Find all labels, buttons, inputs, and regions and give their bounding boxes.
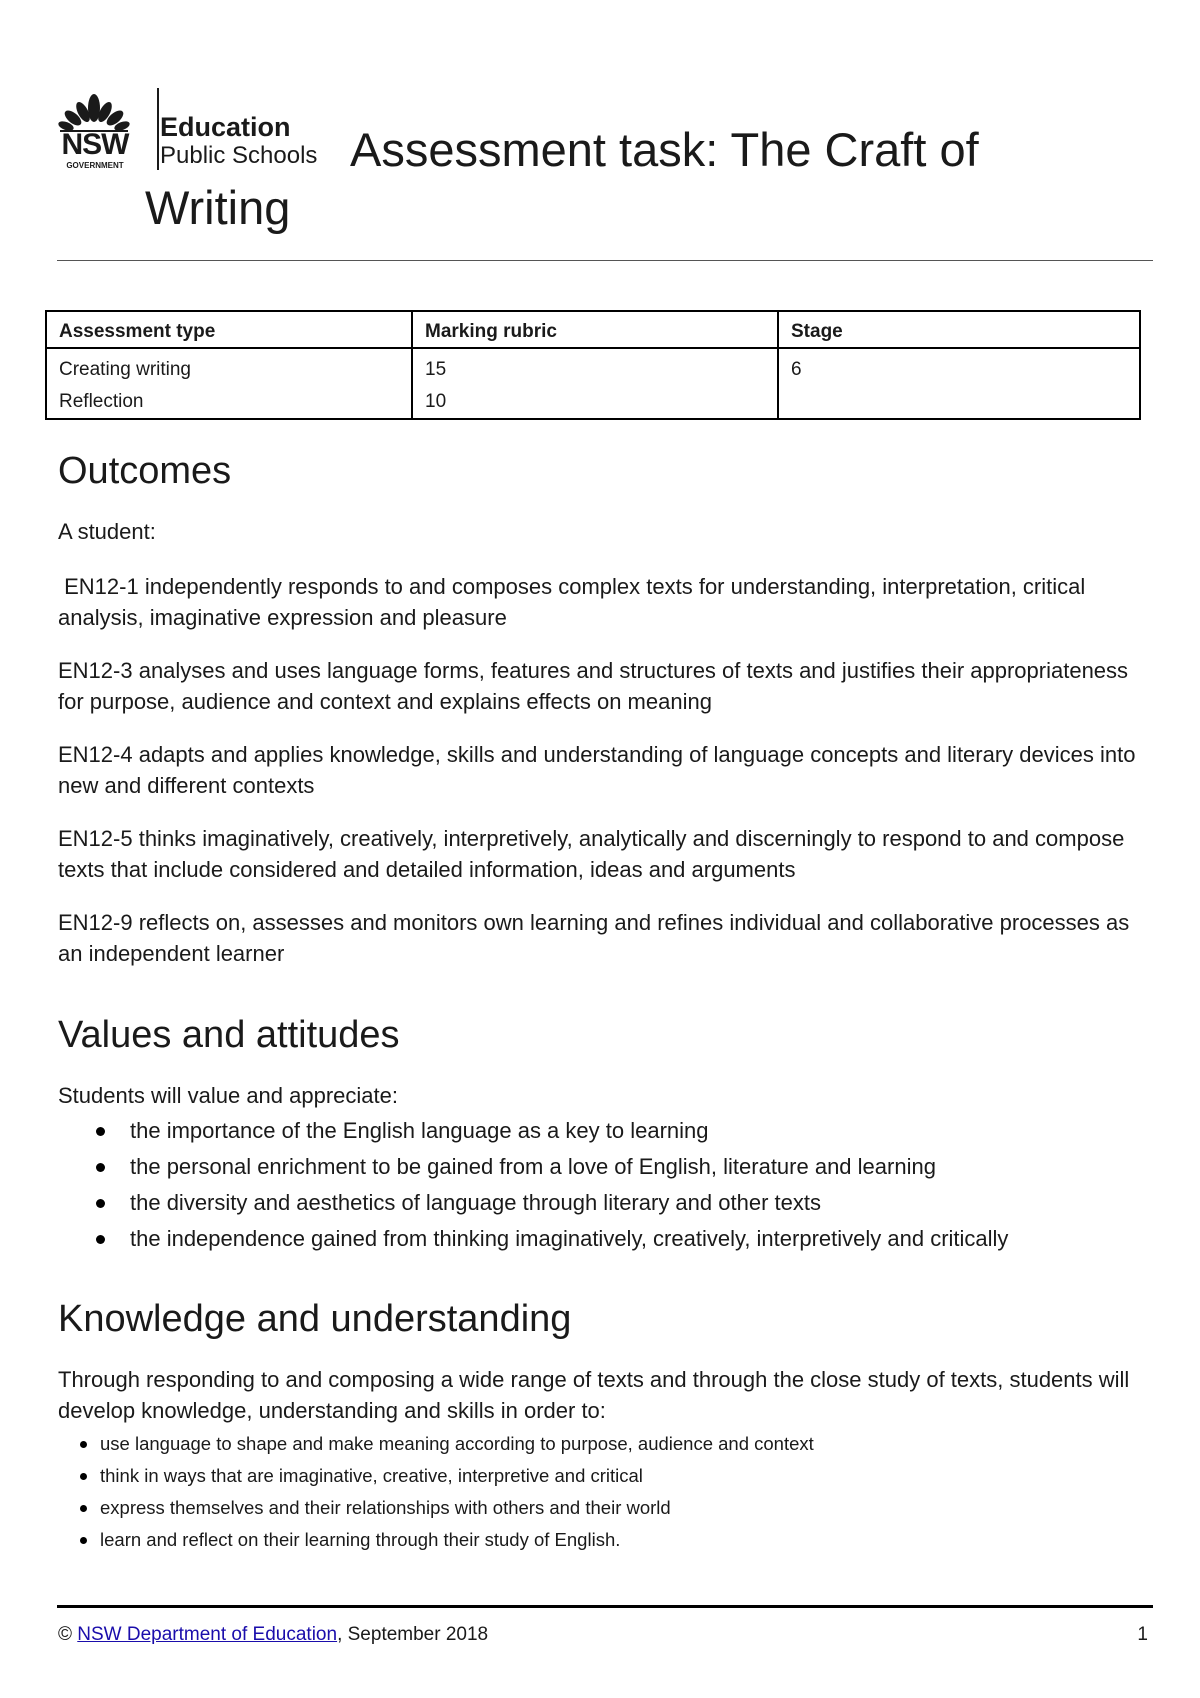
column-header-assessment-type: Assessment type bbox=[46, 311, 412, 348]
logo-government-text: GOVERNMENT bbox=[66, 161, 124, 170]
values-heading: Values and attitudes bbox=[58, 1014, 400, 1056]
list-item: use language to shape and make meaning according to purpose, audience and context bbox=[58, 1428, 1138, 1460]
page-number: 1 bbox=[1137, 1624, 1148, 1645]
knowledge-section bbox=[58, 1296, 1138, 1556]
assessment-info-table bbox=[45, 310, 1141, 420]
nsw-education-logo bbox=[56, 86, 341, 172]
column-header-marking-rubric: Marking rubric bbox=[412, 311, 778, 348]
list-item: the personal enrichment to be gained from a love of English, literature and learning bbox=[58, 1149, 1138, 1185]
header-divider bbox=[57, 260, 1153, 261]
copyright-symbol: © bbox=[58, 1624, 78, 1645]
table-cell bbox=[778, 348, 1140, 419]
table-cell bbox=[412, 348, 778, 419]
marking-rubric-value: 10 bbox=[425, 391, 447, 412]
outcomes-section bbox=[58, 448, 1138, 969]
values-intro: Students will value and appreciate: bbox=[58, 1083, 398, 1108]
list-item: the importance of the English language as a key to learning bbox=[58, 1113, 1138, 1149]
page-title-line-1: Assessment task: The Craft of bbox=[350, 123, 979, 176]
table-header-row bbox=[46, 311, 1140, 348]
logo-education-text: Education bbox=[160, 112, 291, 142]
knowledge-intro: Through responding to and composing a wide range of texts and through the close study of texts, students will develop knowledge, understanding and skills in order to: bbox=[58, 1367, 1130, 1423]
list-item: the independence gained from thinking imaginatively, creatively, interpretively and critically bbox=[58, 1221, 1138, 1257]
outcomes-heading: Outcomes bbox=[58, 450, 232, 492]
logo-nsw-text: NSW bbox=[61, 128, 129, 161]
values-section bbox=[58, 1012, 1138, 1257]
list-item: learn and reflect on their learning through their study of English. bbox=[58, 1524, 1138, 1556]
marking-rubric-value: 15 bbox=[425, 359, 447, 380]
outcome-item: EN12-9 reflects on, assesses and monitors own learning and refines individual and collaborative processes as an independent learner bbox=[58, 910, 1130, 966]
page-title-line-2: Writing bbox=[145, 181, 291, 234]
outcome-item: EN12-5 thinks imaginatively, creatively, interpretively, analytically and discerningly to respond to and compose texts that include considered and detailed information, ideas and arguments bbox=[58, 826, 1125, 882]
column-header-stage: Stage bbox=[778, 311, 1140, 348]
knowledge-list bbox=[58, 1428, 1138, 1556]
table-cell bbox=[46, 348, 412, 419]
outcome-item: EN12-4 adapts and applies knowledge, skills and understanding of language concepts and literary devices into new and different contexts bbox=[58, 742, 1136, 798]
nsw-department-link[interactable]: NSW Department of Education bbox=[77, 1624, 338, 1645]
outcome-item: EN12-1 independently responds to and composes complex texts for understanding, interpretation, critical analysis, imaginative expression and pleasure bbox=[58, 574, 1092, 630]
stage-value: 6 bbox=[791, 359, 802, 380]
logo-public-schools-text: Public Schools bbox=[160, 142, 318, 169]
list-item: think in ways that are imaginative, creative, interpretive and critical bbox=[58, 1460, 1138, 1492]
outcomes-intro: A student: bbox=[58, 519, 156, 544]
table-row bbox=[46, 348, 1140, 419]
list-item: the diversity and aesthetics of language through literary and other texts bbox=[58, 1185, 1138, 1221]
outcome-item: EN12-3 analyses and uses language forms, features and structures of texts and justifies their appropriateness for purpose, audience and context and explains effects on meaning bbox=[58, 658, 1129, 714]
footer-date: , September 2018 bbox=[337, 1624, 489, 1645]
assessment-type-value: Reflection bbox=[59, 391, 144, 412]
list-item: express themselves and their relationships with others and their world bbox=[58, 1492, 1138, 1524]
footer-divider bbox=[57, 1605, 1153, 1608]
knowledge-heading: Knowledge and understanding bbox=[58, 1298, 572, 1340]
footer-copyright bbox=[58, 1624, 488, 1646]
values-list bbox=[58, 1113, 1138, 1257]
assessment-type-value: Creating writing bbox=[59, 359, 191, 380]
